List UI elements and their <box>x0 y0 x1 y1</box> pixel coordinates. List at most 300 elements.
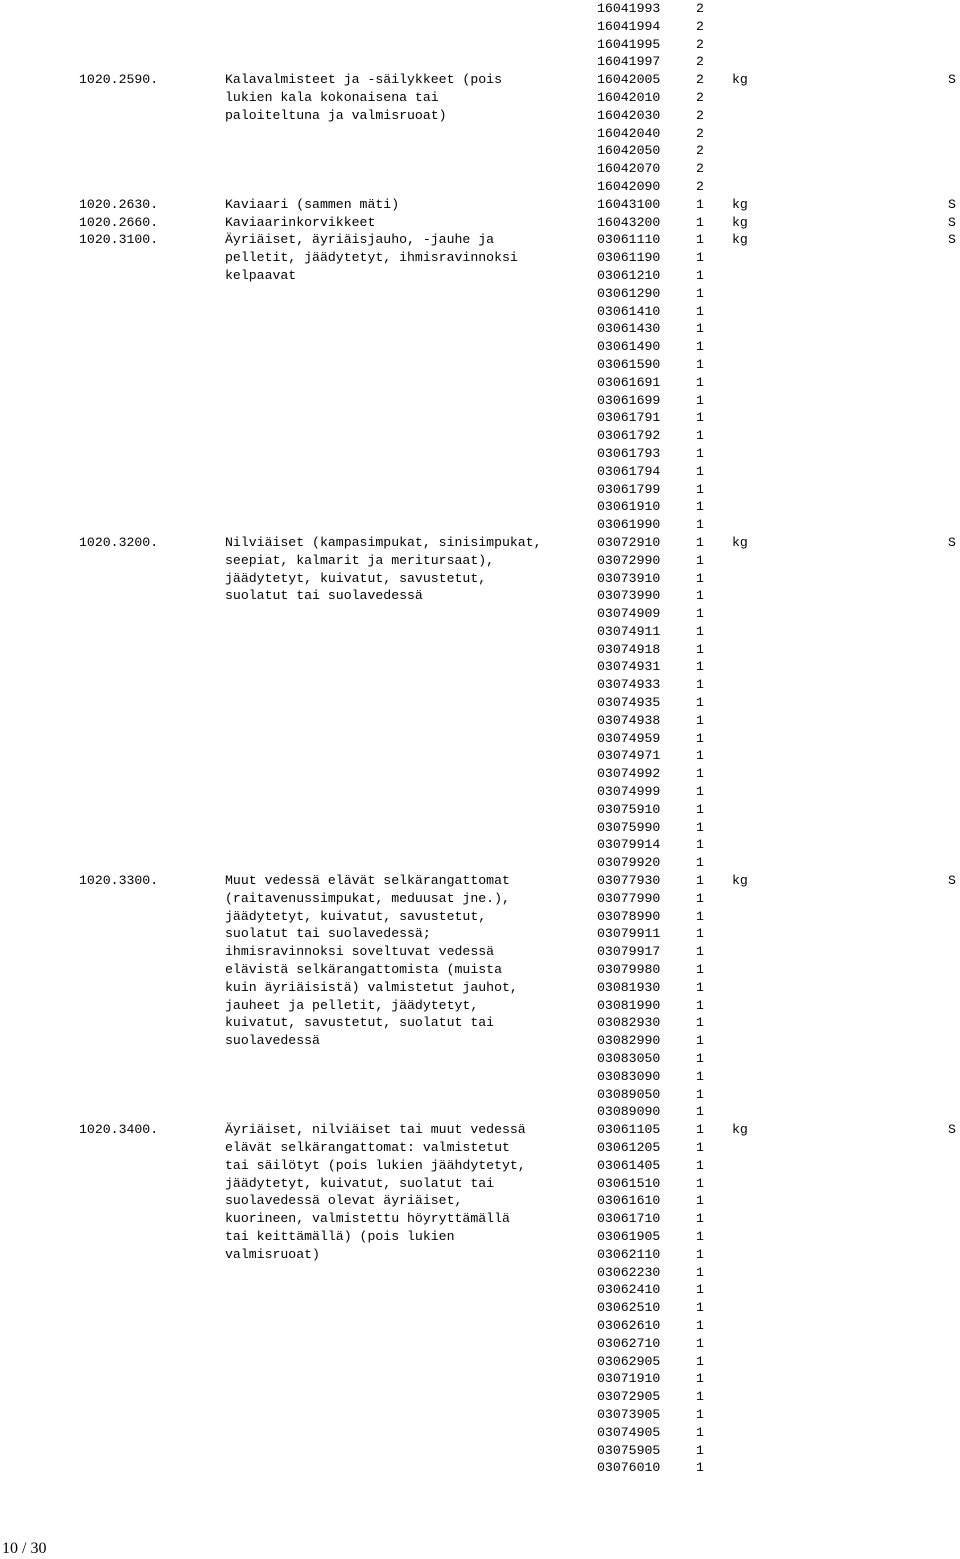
group-number: 1 <box>696 481 704 497</box>
table-row <box>0 1406 960 1424</box>
table-row <box>0 1086 960 1104</box>
table-row <box>0 214 960 232</box>
customs-code: 03082990 <box>597 1033 661 1049</box>
customs-code: 16042050 <box>597 143 661 159</box>
table-row <box>0 1335 960 1353</box>
customs-code: 03072905 <box>597 1389 661 1405</box>
customs-code: 03075990 <box>597 819 661 835</box>
table-row <box>0 1210 960 1228</box>
customs-code: 03061990 <box>597 517 661 533</box>
group-number: 1 <box>696 1424 704 1440</box>
group-number: 1 <box>696 695 704 711</box>
group-number: 2 <box>696 54 704 70</box>
customs-code: 03062610 <box>597 1317 661 1333</box>
customs-code: 03073910 <box>597 570 661 586</box>
group-number: 1 <box>696 250 704 266</box>
product-description: pelletit, jäädytetyt, ihmisravinnoksi <box>225 250 518 266</box>
table-row <box>0 445 960 463</box>
group-number: 1 <box>696 445 704 461</box>
table-row <box>0 1424 960 1442</box>
group-number: 1 <box>696 712 704 728</box>
table-row <box>0 819 960 837</box>
table-row <box>0 356 960 374</box>
customs-code: 03074938 <box>597 712 661 728</box>
customs-code: 03074909 <box>597 606 661 622</box>
group-number: 1 <box>696 730 704 746</box>
table-row <box>0 1068 960 1086</box>
group-number: 1 <box>696 944 704 960</box>
group-number: 2 <box>696 1 704 16</box>
group-number: 1 <box>696 552 704 568</box>
group-number: 1 <box>696 1353 704 1369</box>
product-description: kuivatut, savustetut, suolatut tai <box>225 1015 495 1031</box>
table-row <box>0 1050 960 1068</box>
table-row <box>0 178 960 196</box>
customs-code: 03074959 <box>597 730 661 746</box>
customs-code: 03073905 <box>597 1406 661 1422</box>
customs-code: 03062905 <box>597 1353 661 1369</box>
customs-code: 03061430 <box>597 321 661 337</box>
customs-code: 03061410 <box>597 303 661 319</box>
customs-code: 16041995 <box>597 36 661 52</box>
customs-code: 03061490 <box>597 339 661 355</box>
group-number: 1 <box>696 1033 704 1049</box>
table-row <box>0 0 960 18</box>
group-number: 1 <box>696 801 704 817</box>
group-number: 1 <box>696 748 704 764</box>
table-row <box>0 1175 960 1193</box>
table-row <box>0 320 960 338</box>
product-id: 1020.3100. <box>79 232 159 248</box>
group-number: 1 <box>696 1175 704 1191</box>
customs-code: 03073990 <box>597 588 661 604</box>
table-row <box>0 890 960 908</box>
product-description: Kaviaari (sammen mäti) <box>225 196 400 212</box>
flag: S <box>948 196 956 212</box>
group-number: 1 <box>696 463 704 479</box>
group-number: 1 <box>696 819 704 835</box>
unit: kg <box>732 232 748 248</box>
customs-code: 03062710 <box>597 1335 661 1351</box>
table-row <box>0 997 960 1015</box>
customs-code: 03061691 <box>597 374 661 390</box>
table-row <box>0 1246 960 1264</box>
group-number: 1 <box>696 339 704 355</box>
table-row <box>0 498 960 516</box>
table-row <box>0 374 960 392</box>
group-number: 1 <box>696 1051 704 1067</box>
table-row <box>0 1014 960 1032</box>
customs-code: 03078990 <box>597 908 661 924</box>
group-number: 1 <box>696 321 704 337</box>
customs-code: 03061699 <box>597 392 661 408</box>
group-number: 1 <box>696 1442 704 1458</box>
table-row <box>0 231 960 249</box>
group-number: 1 <box>696 374 704 390</box>
table-row <box>0 925 960 943</box>
customs-code: 03079911 <box>597 926 661 942</box>
customs-code: 03061205 <box>597 1140 661 1155</box>
group-number: 1 <box>696 1317 704 1333</box>
table-row <box>0 908 960 926</box>
group-number: 1 <box>696 534 704 550</box>
group-number: 1 <box>696 873 704 889</box>
customs-code: 03074992 <box>597 766 661 782</box>
group-number: 1 <box>696 979 704 995</box>
unit: kg <box>732 196 748 212</box>
customs-code: 16042030 <box>597 107 661 123</box>
product-description: Äyriäiset, nilviäiset tai muut vedessä <box>225 1122 526 1138</box>
customs-code: 16041997 <box>597 54 661 70</box>
group-number: 1 <box>696 1335 704 1351</box>
flag: S <box>948 232 956 248</box>
unit: kg <box>732 873 748 889</box>
table-row <box>0 1192 960 1210</box>
table-row <box>0 854 960 872</box>
product-description: jauheet ja pelletit, jäädytetyt, <box>225 997 479 1013</box>
product-id: 1020.3300. <box>79 873 159 889</box>
customs-code: 03074999 <box>597 784 661 800</box>
customs-code: 03062230 <box>597 1264 661 1280</box>
flag: S <box>948 1122 956 1138</box>
table-row <box>0 783 960 801</box>
product-description: Nilviäiset (kampasimpukat, sinisimpukat, <box>225 534 542 550</box>
product-description: valmisruoat) <box>225 1246 320 1262</box>
customs-code: 03074918 <box>597 641 661 657</box>
customs-code: 16042040 <box>597 125 661 141</box>
flag: S <box>948 534 956 550</box>
table-row <box>0 979 960 997</box>
customs-code: 03061190 <box>597 250 661 266</box>
customs-code: 03061610 <box>597 1193 661 1209</box>
product-description: kuorineen, valmistettu höyryttämällä <box>225 1211 510 1227</box>
unit: kg <box>732 534 748 550</box>
group-number: 1 <box>696 303 704 319</box>
customs-code: 03061793 <box>597 445 661 461</box>
group-number: 1 <box>696 410 704 426</box>
customs-code: 03061405 <box>597 1157 661 1173</box>
group-number: 1 <box>696 1193 704 1209</box>
unit: kg <box>732 1122 748 1138</box>
product-description: tai keittämällä) (pois lukien <box>225 1228 455 1244</box>
group-number: 1 <box>696 1264 704 1280</box>
table-row <box>0 1388 960 1406</box>
customs-code: 03061910 <box>597 499 661 515</box>
product-description: kelpaavat <box>225 267 297 283</box>
group-number: 2 <box>696 36 704 52</box>
group-number: 2 <box>696 72 704 88</box>
customs-code: 03074933 <box>597 677 661 693</box>
group-number: 1 <box>696 890 704 906</box>
customs-code: 16042090 <box>597 178 661 194</box>
customs-code: 03061794 <box>597 463 661 479</box>
product-description: suolatut tai suolavedessä <box>225 588 423 604</box>
table-row <box>0 1139 960 1157</box>
table-row <box>0 676 960 694</box>
group-number: 1 <box>696 997 704 1013</box>
customs-code: 03074931 <box>597 659 661 675</box>
customs-code: 03079917 <box>597 944 661 960</box>
customs-code: 03089090 <box>597 1104 661 1120</box>
flag: S <box>948 214 956 230</box>
product-description: tai säilötyt (pois lukien jäähdytetyt, <box>225 1157 526 1173</box>
product-description: suolatut tai suolavedessä; <box>225 926 431 942</box>
product-description: jäädytetyt, kuivatut, suolatut tai <box>225 1175 495 1191</box>
table-row <box>0 107 960 125</box>
table-row <box>0 1103 960 1121</box>
table-row <box>0 53 960 71</box>
customs-code: 03075910 <box>597 801 661 817</box>
table-row <box>0 409 960 427</box>
table-row <box>0 1317 960 1335</box>
customs-code: 03061792 <box>597 428 661 444</box>
flag: S <box>948 72 956 88</box>
group-number: 1 <box>696 1211 704 1227</box>
customs-code: 03083050 <box>597 1051 661 1067</box>
table-row <box>0 658 960 676</box>
product-description: seepiat, kalmarit ja meritursaat), <box>225 552 495 568</box>
table-row <box>0 1264 960 1282</box>
customs-code: 03082930 <box>597 1015 661 1031</box>
group-number: 1 <box>696 499 704 515</box>
group-number: 1 <box>696 926 704 942</box>
table-row <box>0 943 960 961</box>
table-row <box>0 125 960 143</box>
table-row <box>0 392 960 410</box>
group-number: 1 <box>696 285 704 301</box>
product-description: (raitavenussimpukat, meduusat jne.), <box>225 890 510 906</box>
group-number: 1 <box>696 837 704 853</box>
group-number: 1 <box>696 908 704 924</box>
product-description: kuin äyriäisistä) valmistetut jauhot, <box>225 979 518 995</box>
product-description: jäädytetyt, kuivatut, savustetut, <box>225 570 487 586</box>
customs-code: 03076010 <box>597 1460 661 1476</box>
customs-code: 03061210 <box>597 267 661 283</box>
table-row <box>0 641 960 659</box>
product-description: paloiteltuna ja valmisruoat) <box>225 107 447 123</box>
customs-code: 03089050 <box>597 1086 661 1102</box>
customs-code: 03062110 <box>597 1246 661 1262</box>
table-row <box>0 142 960 160</box>
customs-code: 03062510 <box>597 1300 661 1316</box>
customs-code: 03062410 <box>597 1282 661 1298</box>
product-id: 1020.2590. <box>79 72 159 88</box>
group-number: 1 <box>696 1300 704 1316</box>
product-description: suolavedessä olevat äyriäiset, <box>225 1193 463 1209</box>
group-number: 1 <box>696 428 704 444</box>
table-row <box>0 463 960 481</box>
unit: kg <box>732 72 748 88</box>
customs-code: 16042070 <box>597 161 661 177</box>
group-number: 1 <box>696 1104 704 1120</box>
group-number: 1 <box>696 855 704 871</box>
group-number: 1 <box>696 1068 704 1084</box>
product-id: 1020.2630. <box>79 196 159 212</box>
group-number: 1 <box>696 641 704 657</box>
table-row <box>0 730 960 748</box>
product-description: elävät selkärangattomat: valmistetut <box>225 1140 510 1155</box>
customs-code: 03071910 <box>597 1371 661 1387</box>
customs-code: 03077990 <box>597 890 661 906</box>
group-number: 1 <box>696 1122 704 1138</box>
table-row <box>0 285 960 303</box>
table-row <box>0 1442 960 1460</box>
customs-code: 16042010 <box>597 89 661 105</box>
table-row <box>0 694 960 712</box>
table-row <box>0 1281 960 1299</box>
customs-code: 03061590 <box>597 356 661 372</box>
table-row <box>0 160 960 178</box>
group-number: 1 <box>696 267 704 283</box>
customs-code: 03061791 <box>597 410 661 426</box>
customs-code: 03081930 <box>597 979 661 995</box>
group-number: 2 <box>696 143 704 159</box>
group-number: 1 <box>696 1228 704 1244</box>
table-row <box>0 427 960 445</box>
table-row <box>0 1121 960 1139</box>
customs-code: 16042005 <box>597 72 661 88</box>
table-row <box>0 1459 960 1477</box>
group-number: 1 <box>696 588 704 604</box>
customs-code: 03083090 <box>597 1068 661 1084</box>
customs-code: 03075905 <box>597 1442 661 1458</box>
customs-code: 03061510 <box>597 1175 661 1191</box>
table-row <box>0 534 960 552</box>
customs-code: 03061110 <box>597 232 661 248</box>
customs-code: 03074971 <box>597 748 661 764</box>
group-number: 2 <box>696 161 704 177</box>
group-number: 1 <box>696 1371 704 1387</box>
group-number: 2 <box>696 178 704 194</box>
table-row <box>0 303 960 321</box>
group-number: 1 <box>696 659 704 675</box>
product-description: lukien kala kokonaisena tai <box>225 89 439 105</box>
group-number: 1 <box>696 1015 704 1031</box>
product-description: ihmisravinnoksi soveltuvat vedessä <box>225 944 495 960</box>
customs-code: 03061105 <box>597 1122 661 1138</box>
table-row <box>0 338 960 356</box>
group-number: 1 <box>696 1157 704 1173</box>
group-number: 1 <box>696 623 704 639</box>
unit: kg <box>732 214 748 230</box>
table-row <box>0 1157 960 1175</box>
table-row <box>0 18 960 36</box>
table-row <box>0 196 960 214</box>
customs-code: 03081990 <box>597 997 661 1013</box>
product-description: suolavedessä <box>225 1033 320 1049</box>
group-number: 1 <box>696 1282 704 1298</box>
table-row <box>0 267 960 285</box>
customs-code: 03079920 <box>597 855 661 871</box>
table-row <box>0 249 960 267</box>
customs-code: 03079914 <box>597 837 661 853</box>
group-number: 1 <box>696 1246 704 1262</box>
customs-code: 03061799 <box>597 481 661 497</box>
group-number: 1 <box>696 1389 704 1405</box>
customs-code: 03074905 <box>597 1424 661 1440</box>
table-row <box>0 605 960 623</box>
product-id: 1020.3400. <box>79 1122 159 1138</box>
customs-code: 03061290 <box>597 285 661 301</box>
table-row <box>0 587 960 605</box>
product-description: jäädytetyt, kuivatut, savustetut, <box>225 908 487 924</box>
customs-code: 03072910 <box>597 534 661 550</box>
product-id: 1020.3200. <box>79 534 159 550</box>
group-number: 1 <box>696 606 704 622</box>
group-number: 2 <box>696 89 704 105</box>
customs-code: 03074911 <box>597 623 661 639</box>
table-row <box>0 836 960 854</box>
group-number: 1 <box>696 766 704 782</box>
customs-code: 03077930 <box>597 873 661 889</box>
group-number: 1 <box>696 232 704 248</box>
table-row <box>0 765 960 783</box>
group-number: 1 <box>696 784 704 800</box>
group-number: 1 <box>696 517 704 533</box>
group-number: 2 <box>696 18 704 34</box>
table-row <box>0 71 960 89</box>
product-id: 1020.2660. <box>79 214 159 230</box>
group-number: 1 <box>696 214 704 230</box>
product-description: Kalavalmisteet ja -säilykkeet (pois <box>225 72 502 88</box>
group-number: 1 <box>696 1086 704 1102</box>
table-row <box>0 36 960 54</box>
group-number: 1 <box>696 677 704 693</box>
group-number: 1 <box>696 962 704 978</box>
product-description: Kaviaarinkorvikkeet <box>225 214 376 230</box>
group-number: 1 <box>696 356 704 372</box>
table-row <box>0 712 960 730</box>
table-row <box>0 516 960 534</box>
table-row <box>0 1370 960 1388</box>
group-number: 1 <box>696 1140 704 1155</box>
table-row <box>0 1299 960 1317</box>
customs-code: 03061710 <box>597 1211 661 1227</box>
group-number: 2 <box>696 107 704 123</box>
group-number: 2 <box>696 125 704 141</box>
table-row <box>0 801 960 819</box>
customs-code: 16043100 <box>597 196 661 212</box>
table-row <box>0 623 960 641</box>
flag: S <box>948 873 956 889</box>
customs-code: 16043200 <box>597 214 661 230</box>
product-description: elävistä selkärangattomista (muista <box>225 962 502 978</box>
product-description: Muut vedessä elävät selkärangattomat <box>225 873 510 889</box>
customs-code: 16041994 <box>597 18 661 34</box>
table-row <box>0 1032 960 1050</box>
table-row <box>0 961 960 979</box>
table-row <box>0 89 960 107</box>
customs-code: 03074935 <box>597 695 661 711</box>
group-number: 1 <box>696 392 704 408</box>
table-row <box>0 1353 960 1371</box>
customs-code: 16041993 <box>597 1 661 16</box>
group-number: 1 <box>696 1406 704 1422</box>
table-row <box>0 570 960 588</box>
customs-code: 03072990 <box>597 552 661 568</box>
group-number: 1 <box>696 196 704 212</box>
customs-code: 03079980 <box>597 962 661 978</box>
table-row <box>0 872 960 890</box>
table-row <box>0 481 960 499</box>
table-row <box>0 1228 960 1246</box>
table-row <box>0 552 960 570</box>
product-description: Äyriäiset, äyriäisjauho, -jauhe ja <box>225 232 495 248</box>
table-row <box>0 747 960 765</box>
group-number: 1 <box>696 570 704 586</box>
group-number: 1 <box>696 1460 704 1476</box>
page-number: 10 / 30 <box>2 1540 47 1557</box>
